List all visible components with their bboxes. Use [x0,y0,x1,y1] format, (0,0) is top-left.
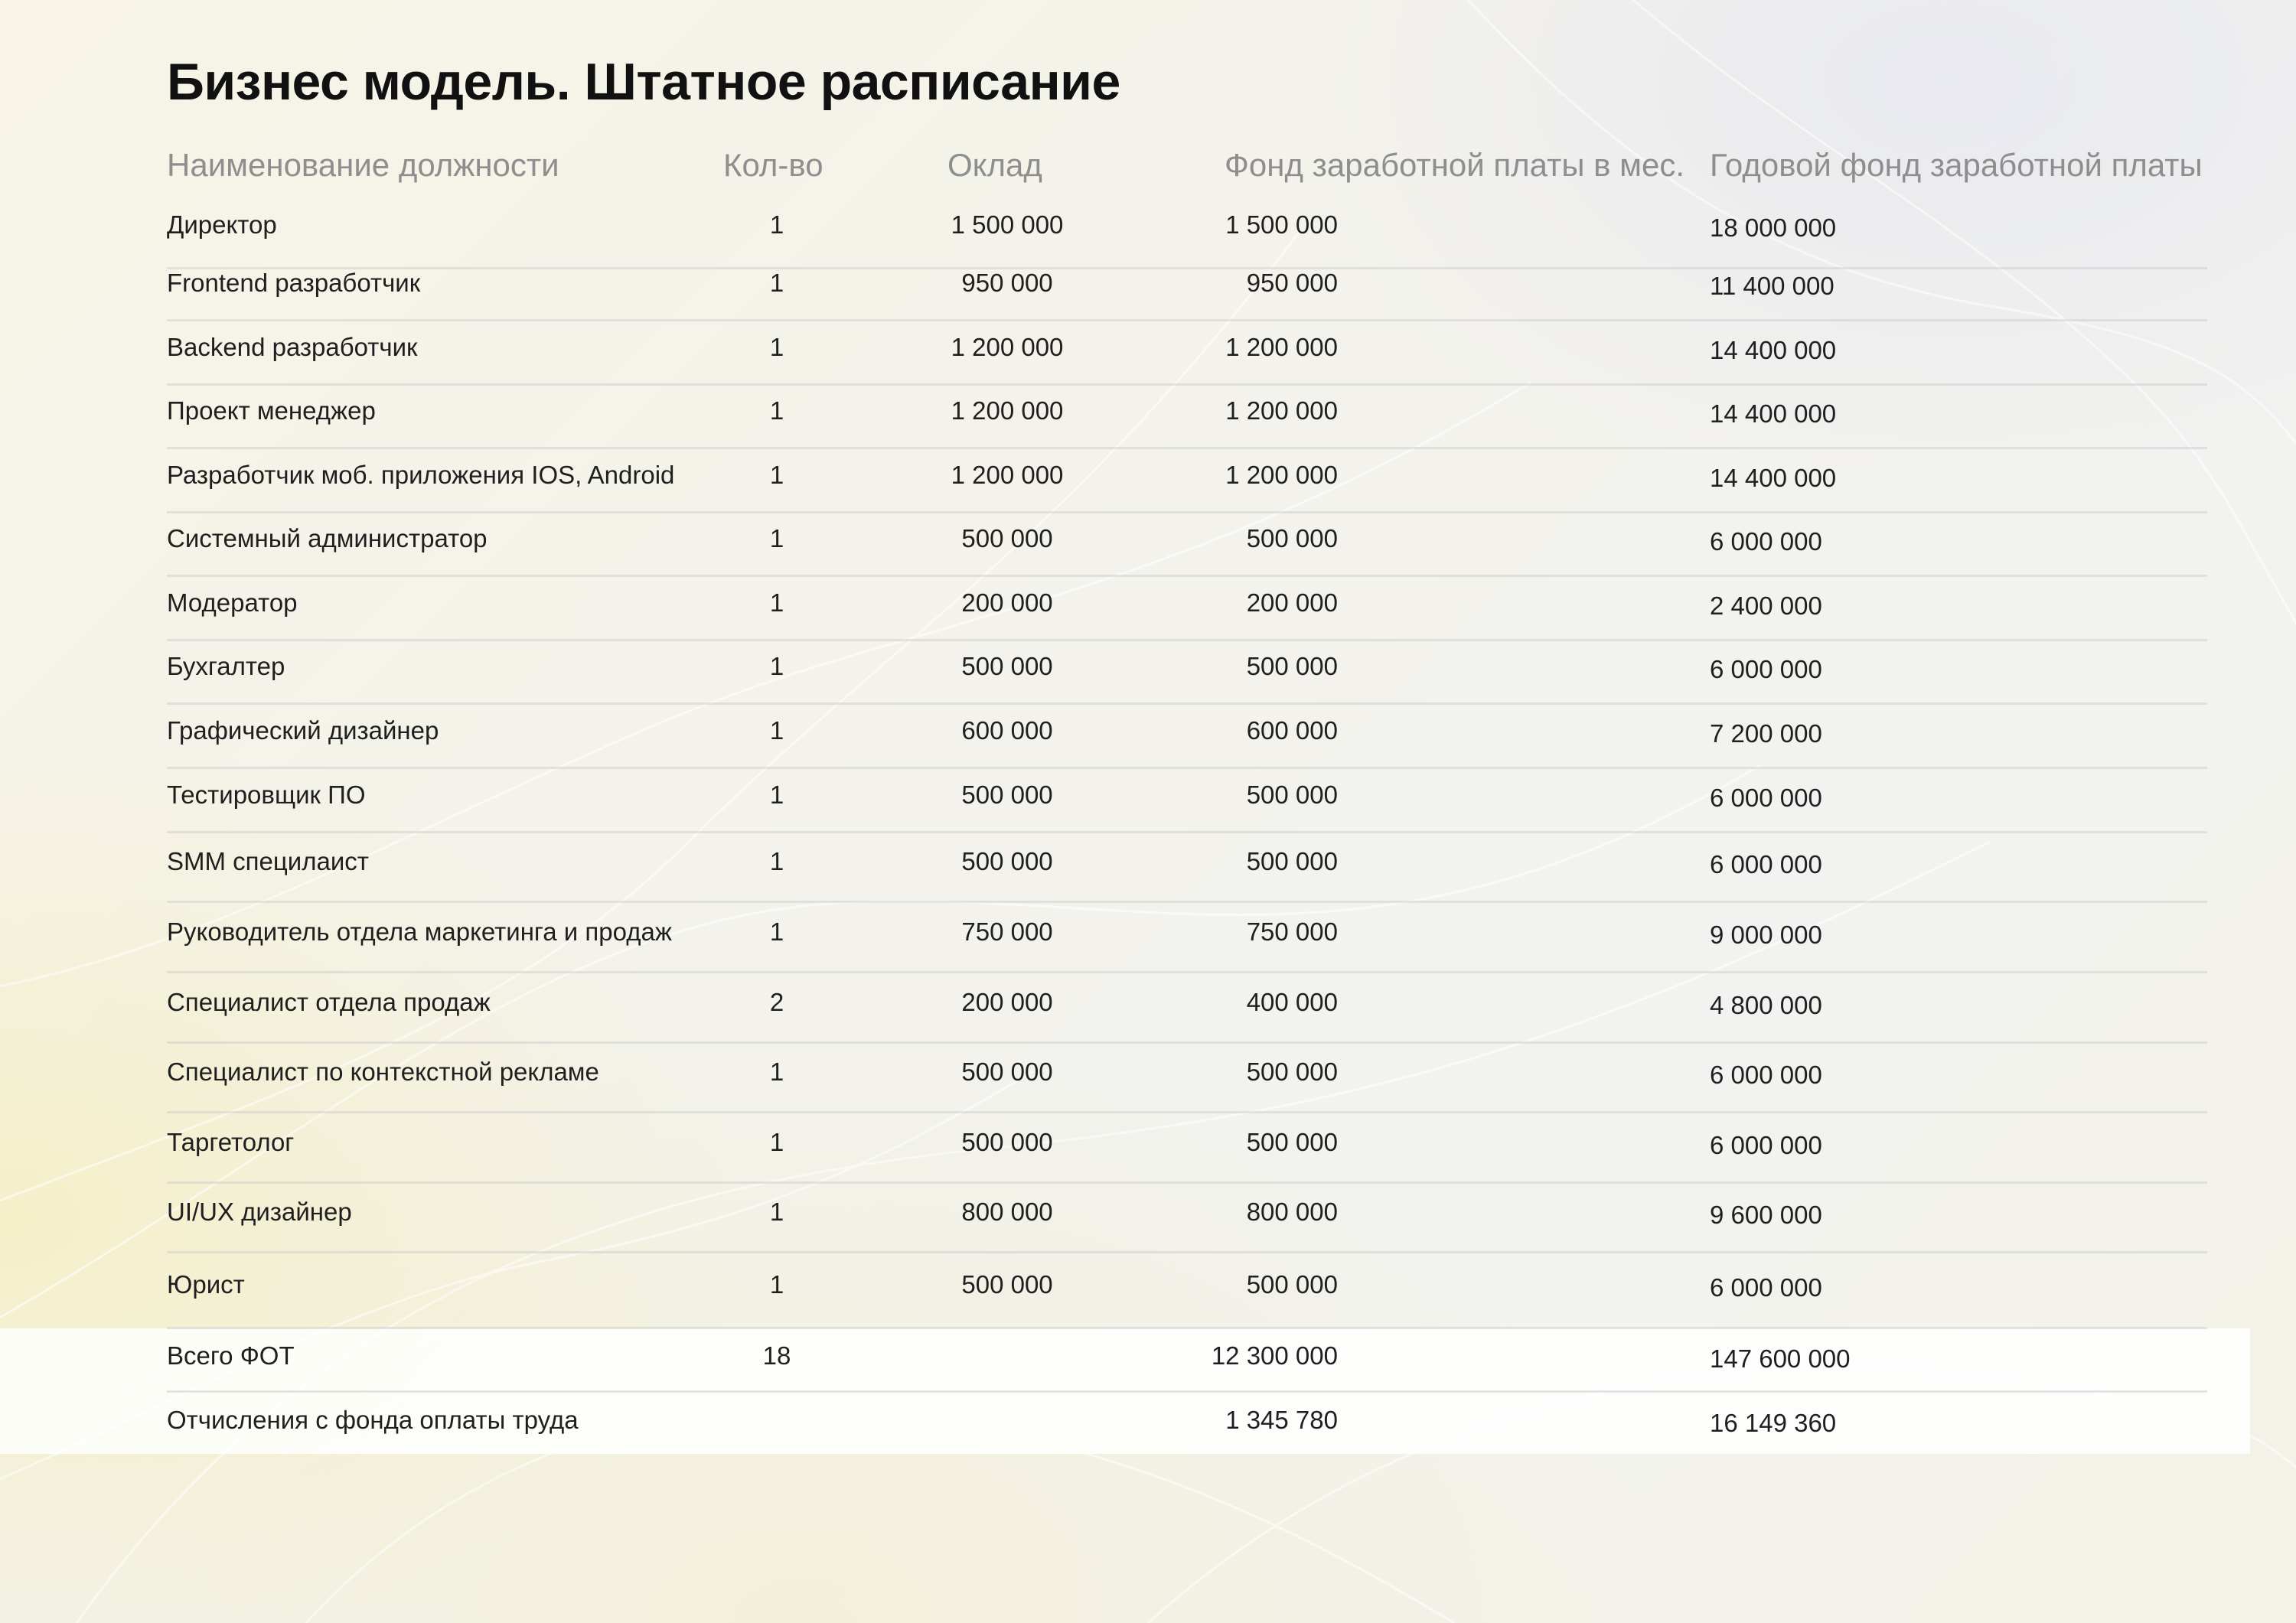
position-name: Графический дизайнер [167,716,439,745]
quantity: 18 [762,1341,791,1370]
table-row [0,833,2296,903]
quantity: 1 [769,1270,784,1299]
table-row [0,513,2296,577]
quantity: 1 [769,524,784,552]
monthly-fund: 1 500 000 [1225,210,1338,239]
salary: 1 500 000 [951,210,1064,239]
monthly-fund: 950 000 [1246,269,1338,297]
quantity: 1 [769,781,784,809]
quantity: 1 [769,1128,784,1156]
table-row [0,1183,2296,1253]
position-name: SMM специлаист [167,847,369,875]
annual-fund: 16 149 360 [1710,1409,1837,1437]
salary: 950 000 [961,269,1053,297]
salary: 1 200 000 [951,396,1064,425]
table-row [0,973,2296,1044]
position-name: Таргетолог [167,1128,295,1156]
quantity: 1 [769,917,784,946]
annual-fund: 14 400 000 [1710,399,1837,428]
table-row [0,903,2296,973]
annual-fund: 6 000 000 [1710,655,1822,683]
annual-fund: 6 000 000 [1710,784,1822,812]
position-name: Директор [167,210,277,239]
salary: 750 000 [961,917,1053,946]
column-header-annual-fund: Годовой фонд заработной платы [1710,147,2203,183]
table-row [0,1253,2296,1329]
monthly-fund: 500 000 [1246,1270,1338,1299]
column-header-qty: Кол-во [723,147,823,183]
table-row [0,321,2296,386]
annual-fund: 6 000 000 [1710,850,1822,878]
salary: 500 000 [961,524,1053,552]
position-name: Специалист отдела продаж [167,988,491,1016]
table-row [0,1043,2296,1113]
quantity: 1 [769,269,784,297]
table-row [0,577,2296,641]
salary: 1 200 000 [951,333,1064,361]
monthly-fund: 600 000 [1246,716,1338,745]
salary: 500 000 [961,781,1053,809]
salary: 500 000 [961,652,1053,680]
salary: 1 200 000 [951,461,1064,489]
quantity: 1 [769,716,784,745]
monthly-fund: 500 000 [1246,524,1338,552]
position-name: UI/UX дизайнер [167,1198,352,1226]
salary: 500 000 [961,1128,1053,1156]
annual-fund: 11 400 000 [1710,272,1835,300]
position-name: Backend разработчик [167,333,418,361]
annual-fund: 9 000 000 [1710,921,1822,949]
annual-fund: 14 400 000 [1710,336,1837,364]
salary: 600 000 [961,716,1053,745]
quantity: 1 [769,396,784,425]
position-name: Юрист [167,1270,245,1299]
table-row [0,769,2296,833]
totals-row [0,1393,2296,1457]
monthly-fund: 12 300 000 [1211,1341,1338,1370]
position-name: Разработчик моб. приложения IOS, Android [167,461,675,489]
quantity: 1 [769,652,784,680]
position-name: Руководитель отдела маркетинга и продаж [167,917,672,946]
position-name: Специалист по контекстной рекламе [167,1058,599,1086]
monthly-fund: 500 000 [1246,1128,1338,1156]
column-header-name: Наименование должности [167,147,559,183]
salary: 800 000 [961,1198,1053,1226]
table-row [0,385,2296,449]
position-name: Всего ФОТ [167,1341,295,1370]
annual-fund: 9 600 000 [1710,1201,1822,1229]
quantity: 1 [769,588,784,617]
position-name: Frontend разработчик [167,269,421,297]
quantity: 1 [769,847,784,875]
annual-fund: 2 400 000 [1710,592,1822,620]
annual-fund: 4 800 000 [1710,991,1822,1019]
monthly-fund: 500 000 [1246,847,1338,875]
table-row [0,257,2296,321]
position-name: Отчисления с фонда оплаты труда [167,1406,579,1434]
monthly-fund: 1 200 000 [1225,333,1338,361]
column-header-monthly-fund: Фонд заработной платы в мес. [1225,147,1685,183]
annual-fund: 6 000 000 [1710,1273,1822,1302]
monthly-fund: 1 345 780 [1225,1406,1338,1434]
monthly-fund: 500 000 [1246,652,1338,680]
annual-fund: 6 000 000 [1710,1061,1822,1089]
monthly-fund: 500 000 [1246,1058,1338,1086]
monthly-fund: 800 000 [1246,1198,1338,1226]
annual-fund: 6 000 000 [1710,527,1822,556]
table-row [0,449,2296,513]
position-name: Проект менеджер [167,396,376,425]
position-name: Модератор [167,588,298,617]
annual-fund: 7 200 000 [1710,719,1822,748]
table-row [0,705,2296,769]
salary: 500 000 [961,1270,1053,1299]
monthly-fund: 750 000 [1246,917,1338,946]
totals-row [0,1328,2296,1393]
salary: 500 000 [961,1058,1053,1086]
quantity: 2 [769,988,784,1016]
salary: 200 000 [961,588,1053,617]
quantity: 1 [769,461,784,489]
annual-fund: 6 000 000 [1710,1131,1822,1159]
page-title: Бизнес модель. Штатное расписание [167,53,1120,111]
quantity: 1 [769,1058,784,1086]
table-row [0,1113,2296,1184]
quantity: 1 [769,333,784,361]
position-name: Тестировщик ПО [167,781,366,809]
position-name: Бухгалтер [167,652,285,680]
quantity: 1 [769,210,784,239]
monthly-fund: 500 000 [1246,781,1338,809]
monthly-fund: 1 200 000 [1225,396,1338,425]
annual-fund: 147 600 000 [1710,1344,1851,1373]
monthly-fund: 200 000 [1246,588,1338,617]
monthly-fund: 400 000 [1246,988,1338,1016]
position-name: Системный администратор [167,524,488,552]
annual-fund: 14 400 000 [1710,464,1837,492]
salary: 200 000 [961,988,1053,1016]
salary: 500 000 [961,847,1053,875]
monthly-fund: 1 200 000 [1225,461,1338,489]
table-row [0,640,2296,705]
annual-fund: 18 000 000 [1710,213,1837,242]
column-header-salary: Оклад [947,147,1042,183]
quantity: 1 [769,1198,784,1226]
